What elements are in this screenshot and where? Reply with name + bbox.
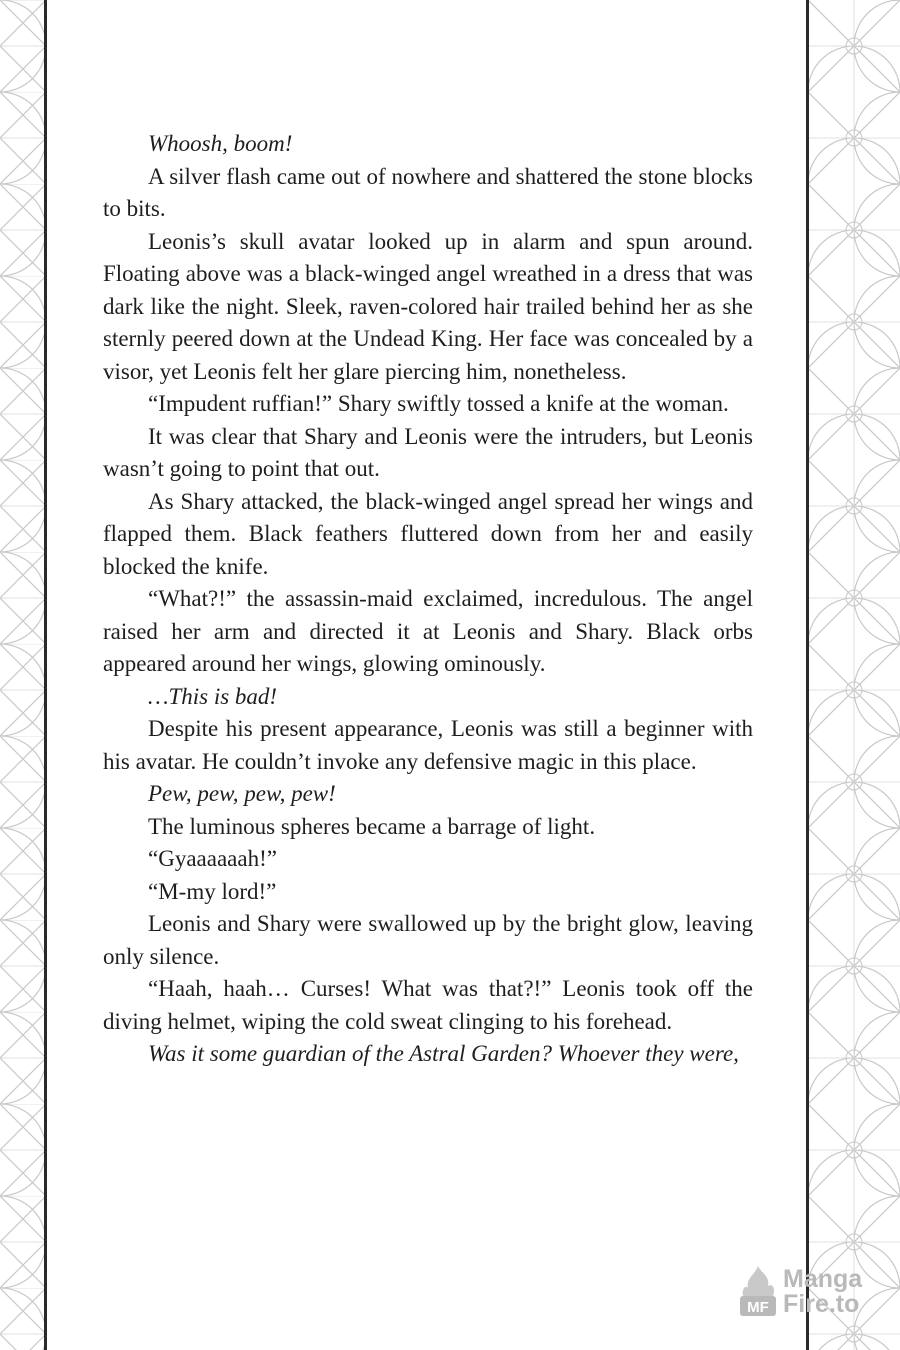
paragraph: Whoosh, boom!: [148, 131, 293, 156]
left-border-rule: [44, 0, 47, 1350]
paragraph: Despite his present appearance, Leonis was still a beginner with his avatar. He couldn’t invoke any defensive magic in this place.: [103, 716, 753, 774]
watermark-text-line1: Manga: [783, 1265, 863, 1293]
watermark-text-line2: Fire.to: [783, 1290, 860, 1318]
flame-logo-icon: [736, 1264, 780, 1320]
paragraph: “Impudent ruffian!” Shary swiftly tossed a knife at the woman.: [148, 391, 729, 416]
watermark: [736, 1264, 886, 1320]
paragraph: Leonis’s skull avatar looked up in alarm and spun around. Floating above was a black-winged angel wreathed in a dress that was dark like the night. Sleek, raven-colored hair trailed behind her as she sternly peered down at the Undead King. Her face was concealed by a visor, yet Leonis felt her glare piercing him, nonetheless.: [103, 228, 753, 384]
page-text: [103, 128, 753, 1071]
paragraph: A silver flash came out of nowhere and shattered the stone blocks to bits.: [103, 163, 753, 221]
watermark-logo-letters: MF: [747, 1299, 769, 1316]
left-decorative-border: [0, 0, 46, 1350]
right-border-rule: [806, 0, 809, 1350]
paragraph: Was it some guardian of the Astral Garden? Whoever they were,: [148, 1041, 739, 1066]
paragraph: “What?!” the assassin-maid exclaimed, incredulous. The angel raised her arm and directed it at Leonis and Shary. Black orbs appeared around her wings, glowing ominously.: [103, 586, 753, 676]
paragraph: Leonis and Shary were swallowed up by the bright glow, leaving only silence.: [103, 911, 753, 969]
paragraph: …This is bad!: [148, 683, 278, 709]
paragraph: “Gyaaaaaah!”: [148, 846, 277, 871]
paragraph: As Shary attacked, the black-winged angel spread her wings and flapped them. Black feathers fluttered down from her and easily blocked the knife.: [103, 488, 753, 579]
paragraph: It was clear that Shary and Leonis were the intruders, but Leonis wasn’t going to point that out.: [103, 423, 753, 481]
paragraph: “M-my lord!”: [148, 878, 277, 904]
paragraph: The luminous spheres became a barrage of light.: [148, 813, 596, 839]
paragraph: Pew, pew, pew, pew!: [148, 781, 336, 806]
paragraph: “Haah, haah… Curses! What was that?!” Leonis took off the diving helmet, wiping the cold sweat clinging to his forehead.: [103, 976, 753, 1034]
right-decorative-border: [808, 0, 900, 1350]
